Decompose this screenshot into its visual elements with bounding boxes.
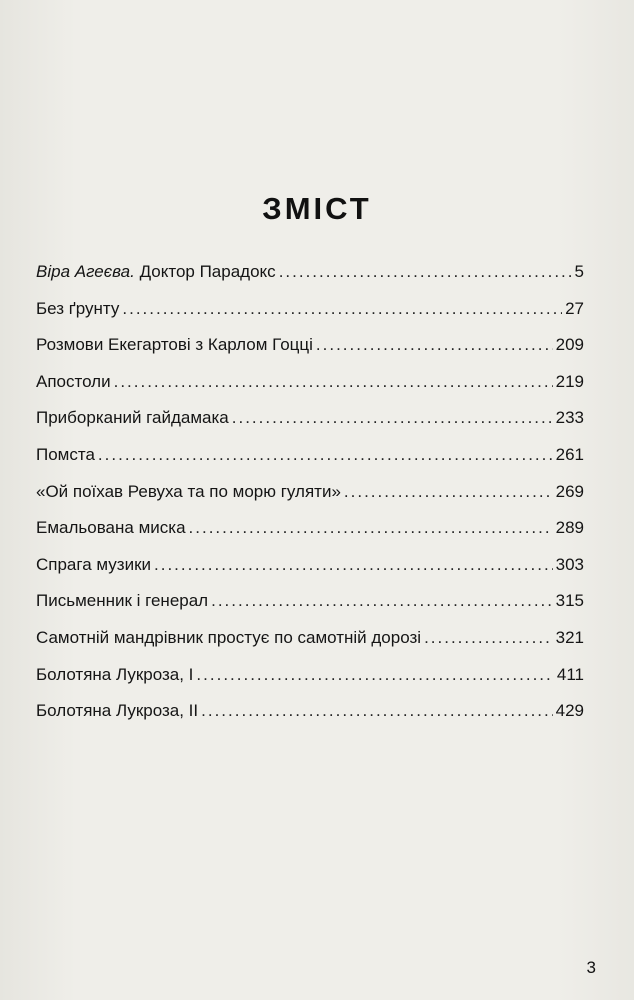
leader-dots bbox=[201, 701, 552, 721]
toc-entry-page: 219 bbox=[555, 371, 584, 391]
toc-entry-page: 303 bbox=[555, 554, 584, 574]
leader-dots bbox=[98, 445, 553, 465]
toc-entry[interactable] bbox=[36, 408, 584, 445]
leader-dots bbox=[344, 482, 553, 502]
toc-entry-page: 5 bbox=[574, 262, 584, 281]
leader-dots bbox=[122, 299, 562, 319]
toc-entry-page: 315 bbox=[555, 591, 584, 611]
toc-entry[interactable] bbox=[36, 445, 584, 482]
toc-entry[interactable] bbox=[36, 701, 584, 738]
toc-entry[interactable] bbox=[36, 628, 584, 665]
toc-entry-title: Помста bbox=[36, 444, 95, 464]
leader-dots bbox=[211, 591, 553, 611]
toc-entry-title: Болотяна Лукроза, II bbox=[36, 701, 199, 721]
toc-entry[interactable] bbox=[36, 335, 584, 372]
toc-entry-page: 429 bbox=[555, 701, 584, 721]
toc-entry[interactable] bbox=[36, 299, 584, 336]
toc-entry-page: 209 bbox=[555, 335, 584, 355]
leader-dots bbox=[316, 335, 553, 355]
toc-entry-title: Самотній мандрівник простує по самотній дорозі bbox=[36, 627, 422, 647]
toc-entry[interactable] bbox=[36, 262, 584, 299]
toc-entry-title: «Ой поїхав Ревуха та по морю гуляти» bbox=[36, 481, 341, 501]
toc-entry-page: 261 bbox=[555, 444, 584, 464]
toc-entry[interactable] bbox=[36, 372, 584, 409]
toc-entry-page: 289 bbox=[555, 518, 584, 538]
leader-dots bbox=[232, 408, 553, 428]
table-of-contents bbox=[36, 262, 584, 738]
toc-entry[interactable] bbox=[36, 482, 584, 519]
toc-entry-title: Болотяна Лукроза, I bbox=[36, 664, 194, 684]
toc-entry-title: Розмови Екегартові з Карлом Гоцці bbox=[36, 335, 313, 355]
toc-entry-title: Емальована миска bbox=[36, 518, 186, 538]
toc-entry[interactable] bbox=[36, 518, 584, 555]
leader-dots bbox=[196, 665, 553, 685]
leader-dots bbox=[154, 555, 553, 575]
toc-entry[interactable] bbox=[36, 665, 584, 702]
toc-entry-page: 27 bbox=[565, 298, 584, 318]
toc-entry[interactable] bbox=[36, 591, 584, 628]
toc-entry-page: 233 bbox=[555, 408, 584, 428]
page-number: 3 bbox=[586, 958, 596, 977]
leader-dots bbox=[279, 262, 572, 282]
toc-entry-title: Приборканий гайдамака bbox=[36, 408, 229, 428]
toc-entry-title: Апостоли bbox=[36, 371, 111, 391]
contents-heading: ЗМІСТ bbox=[262, 190, 372, 226]
leader-dots bbox=[114, 372, 553, 392]
toc-entry-page: 411 bbox=[556, 664, 584, 684]
toc-entry-title: Доктор Парадокс bbox=[139, 262, 276, 281]
toc-entry-page: 269 bbox=[555, 481, 584, 501]
leader-dots bbox=[424, 628, 553, 648]
toc-entry[interactable] bbox=[36, 555, 584, 592]
toc-entry-title: Письменник і генерал bbox=[36, 591, 209, 611]
toc-entry-page: 321 bbox=[555, 627, 584, 647]
toc-entry-title: Без ґрунту bbox=[36, 298, 120, 318]
leader-dots bbox=[189, 518, 553, 538]
toc-entry-author: Віра Агеєва. bbox=[36, 262, 135, 281]
toc-entry-label bbox=[36, 262, 276, 282]
toc-entry-title: Спрага музики bbox=[36, 554, 151, 574]
